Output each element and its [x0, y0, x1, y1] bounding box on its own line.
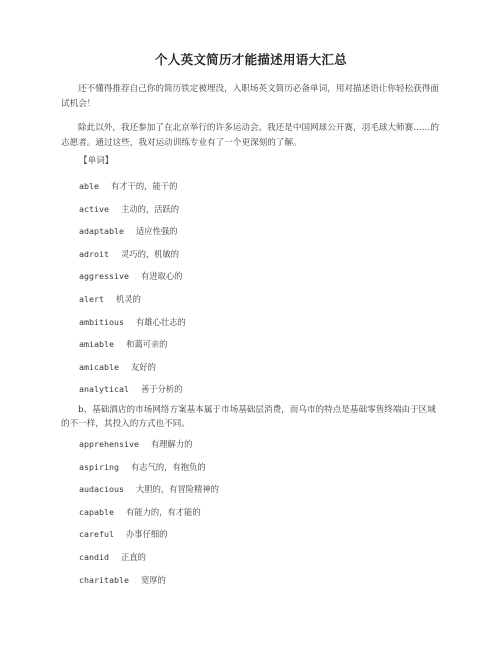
word-chinese: 大胆的，有冒险精神的 — [135, 484, 219, 495]
word-entry — [79, 528, 219, 551]
word-entry — [79, 338, 186, 361]
word-chinese: 有志气的，有抱负的 — [130, 461, 206, 472]
word-english: apprehensive — [79, 439, 139, 449]
word-english: alert — [79, 293, 104, 304]
word-entry — [79, 180, 186, 203]
word-entry — [79, 383, 186, 406]
word-entry — [79, 551, 219, 574]
word-list-b — [79, 438, 219, 596]
word-chinese: 正直的 — [120, 551, 146, 562]
word-english: aspiring — [79, 461, 119, 472]
word-chinese: 机灵的 — [115, 293, 141, 304]
word-entry — [79, 361, 186, 384]
word-chinese: 灵巧的，机敏的 — [120, 248, 180, 259]
mid-paragraph: b、基础酒店的市场网络方案基本属于市场基础层消费，而乌市的特点是基础零售终端由于区域的不一样，其投入的方式也不同。 — [61, 405, 436, 429]
word-entry — [79, 270, 186, 293]
word-chinese: 有进取心的 — [140, 271, 183, 282]
word-chinese: 有才干的，能干的 — [110, 181, 178, 191]
word-entry — [79, 461, 219, 484]
word-chinese: 和蔼可亲的 — [125, 339, 168, 350]
word-english: amicable — [79, 361, 119, 372]
word-english: capable — [79, 506, 114, 517]
word-chinese: 善于分析的 — [140, 384, 183, 395]
word-chinese: 主动的，活跃的 — [120, 203, 180, 214]
word-entry — [79, 506, 219, 529]
section-label-words: 【单词】 — [79, 156, 114, 166]
word-entry — [79, 225, 186, 248]
word-entry — [79, 248, 186, 271]
word-english: adaptable — [79, 226, 124, 237]
word-entry — [79, 293, 186, 316]
intro-paragraph-2: 除此以外，我还参加了在北京举行的许多运动会。我还是中国网球公开赛，羽毛球大师赛……的志愿者。通过这些，我对运动训练专业有了一个更深刻的了解。 — [61, 123, 439, 148]
word-chinese: 友好的 — [130, 361, 156, 372]
word-chinese: 办事仔细的 — [125, 529, 168, 540]
word-entry — [79, 483, 219, 506]
word-entry — [79, 438, 219, 461]
word-entry — [79, 316, 186, 339]
word-chinese: 有理解力的 — [150, 439, 193, 449]
word-entry — [79, 203, 186, 226]
word-entry — [79, 574, 219, 597]
word-english: aggressive — [79, 271, 129, 282]
word-chinese: 适应性强的 — [135, 226, 178, 237]
word-english: active — [79, 203, 109, 214]
document-title: 个人英文简历才能描述用语大汇总 — [154, 52, 347, 67]
word-english: analytical — [79, 384, 129, 395]
word-chinese: 有雄心壮志的 — [135, 316, 186, 327]
word-list-a — [79, 180, 186, 406]
word-english: charitable — [79, 574, 129, 585]
word-english: ambitious — [79, 316, 124, 327]
word-english: able — [79, 181, 99, 191]
word-english: audacious — [79, 484, 124, 495]
intro-paragraph-1: 还不懂得推荐自己你的简历铁定被埋没，入职场英文简历必备单词，用对描述语让你轻松获得面试机会！ — [61, 84, 439, 109]
word-chinese: 宽厚的 — [140, 574, 166, 585]
word-english: careful — [79, 529, 114, 540]
word-english: adroit — [79, 248, 109, 259]
word-english: candid — [79, 551, 109, 562]
word-chinese: 有能力的，有才能的 — [125, 506, 201, 517]
word-english: amiable — [79, 339, 114, 350]
